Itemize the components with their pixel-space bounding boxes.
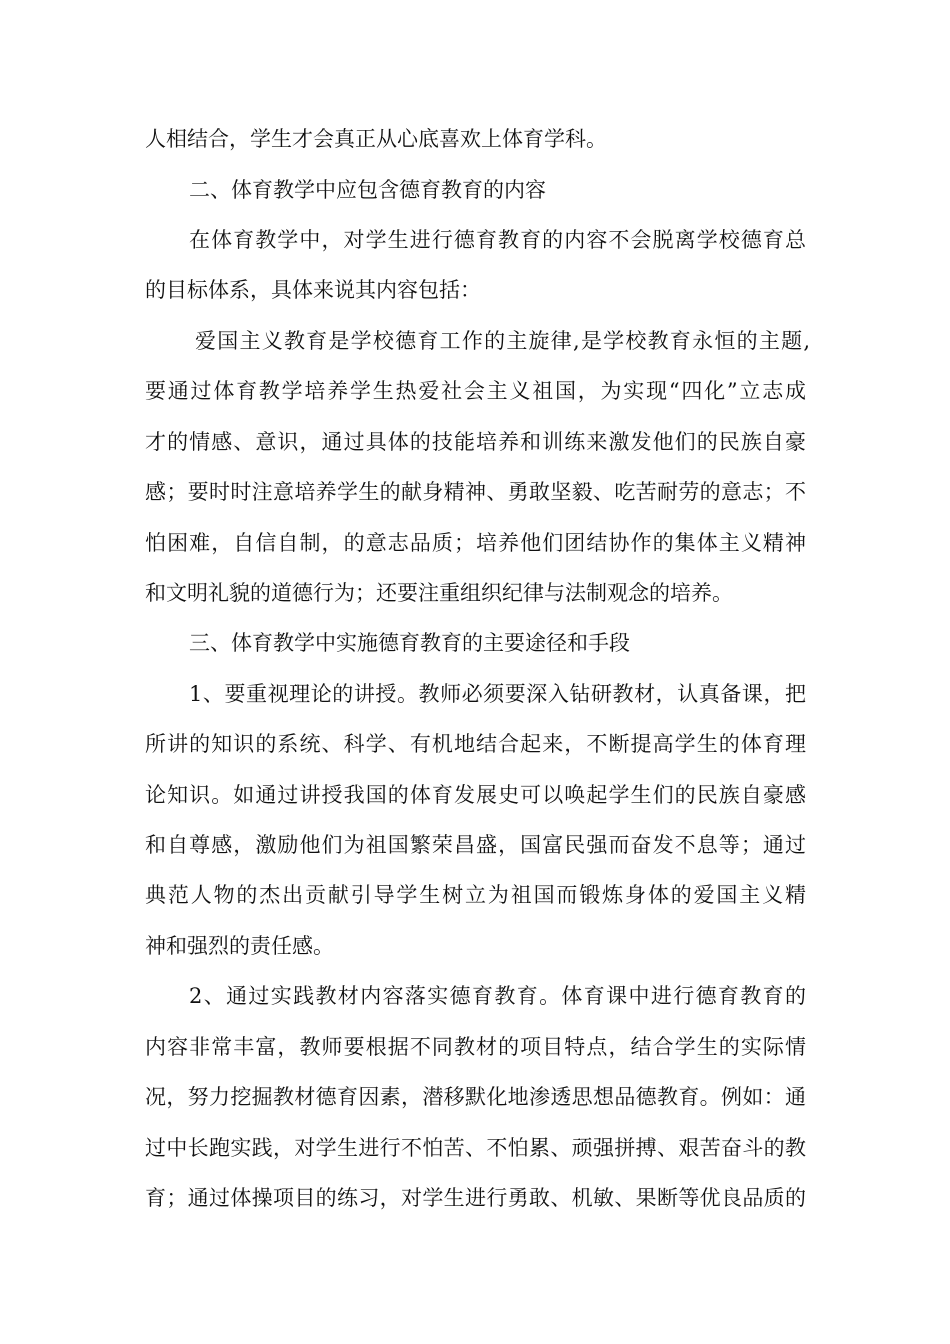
section-heading: 三、体育教学中实施德育教育的主要途径和手段 bbox=[189, 631, 630, 655]
section-heading: 二、体育教学中应包含德育教育的内容 bbox=[189, 178, 546, 202]
text-line: 所讲的知识的系统、科学、有机地结合起来，不断提高学生的体育理 bbox=[145, 732, 806, 756]
text-line: 2、通过实践教材内容落实德育教育。体育课中进行德育教育的 bbox=[189, 984, 806, 1008]
text-line: 况，努力挖掘教材德育因素，潜移默化地渗透思想品德教育。例如：通 bbox=[145, 1085, 806, 1109]
text-line: 爱国主义教育是学校德育工作的主旋律,是学校教育永恒的主题, bbox=[195, 329, 810, 353]
text-line: 神和强烈的责任感。 bbox=[145, 934, 334, 958]
text-line: 的目标体系，具体来说其内容包括： bbox=[145, 278, 481, 302]
text-line: 育；通过体操项目的练习，对学生进行勇敢、机敏、果断等优良品质的 bbox=[145, 1186, 806, 1210]
text-line: 怕困难，自信自制，的意志品质；培养他们团结协作的集体主义精神 bbox=[145, 531, 806, 555]
text-line: 和文明礼貌的道德行为；还要注重组织纪律与法制观念的培养。 bbox=[145, 581, 733, 605]
text-line: 要通过体育教学培养学生热爱社会主义祖国，为实现“四化”立志成 bbox=[145, 379, 806, 403]
text-line: 过中长跑实践，对学生进行不怕苦、不怕累、顽强拼搏、艰苦奋斗的教 bbox=[145, 1136, 806, 1160]
text-line: 1、要重视理论的讲授。教师必须要深入钻研教材，认真备课，把 bbox=[189, 682, 806, 706]
text-line: 感；要时时注意培养学生的献身精神、勇敢坚毅、吃苦耐劳的意志；不 bbox=[145, 480, 806, 504]
text-line: 典范人物的杰出贡献引导学生树立为祖国而锻炼身体的爱国主义精 bbox=[145, 883, 806, 907]
text-line: 在体育教学中，对学生进行德育教育的内容不会脱离学校德育总 bbox=[189, 228, 806, 252]
text-line: 人相结合，学生才会真正从心底喜欢上体育学科。 bbox=[145, 127, 607, 151]
text-line: 论知识。如通过讲授我国的体育发展史可以唤起学生们的民族自豪感 bbox=[145, 783, 806, 807]
text-line: 内容非常丰富，教师要根据不同教材的项目特点，结合学生的实际情 bbox=[145, 1035, 806, 1059]
text-line: 和自尊感，激励他们为祖国繁荣昌盛，国富民强而奋发不息等；通过 bbox=[145, 833, 806, 857]
text-line: 才的情感、意识，通过具体的技能培养和训练来激发他们的民族自豪 bbox=[145, 430, 806, 454]
